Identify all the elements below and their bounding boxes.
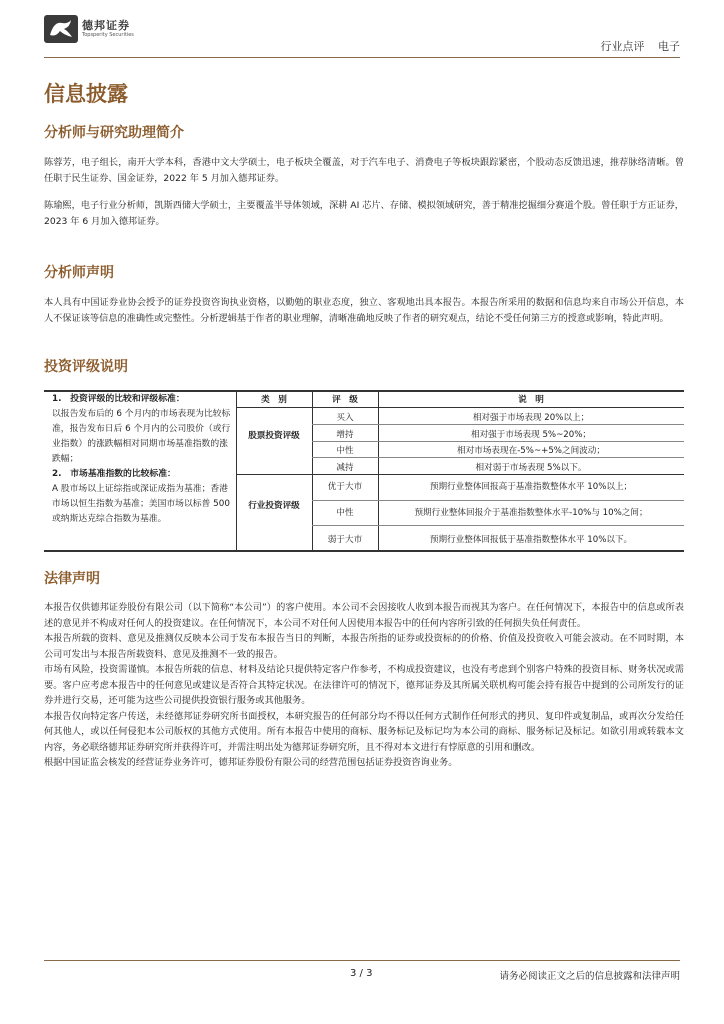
legal-para-3: 市场有风险，投资需谨慎。本报告所载的信息、材料及结论只提供特定客户作参考，不构成投资建议，也没有考虑到个别客户特殊的投资目标、财务状况或需要。客户应考虑本报告中的任何意见或建议是否符合其特定状况。在法律许可的情况下，德邦证券及其所属关联机构可能会持有报告中提到的公司所发行的证券并进行交易，还可能为这些公司提供投资银行服务或其他服务。 <box>44 664 684 706</box>
footer-note: 请务必阅读正文之后的信息披露和法律声明 <box>499 971 680 982</box>
industry-rating: 中性 <box>336 508 354 518</box>
industry-rating: 优于大市 <box>327 482 363 492</box>
category-label: 行业点评 <box>600 40 645 53</box>
header-rating: 评 级 <box>332 395 358 405</box>
industry-rating-desc: 预期行业整体回报高于基准指数整体水平 10%以上； <box>429 482 633 492</box>
legal-para-2: 本报告所载的资料、意见及推测仅反映本公司于发布本报告当日的判断，本报告所指的证券或投资标的的价格、价值及投资收入可能会波动。在不同时期，本公司可发出与本报告所载资料、意见及推测不一致的报告。 <box>44 633 684 660</box>
dragon-logo-icon <box>44 15 78 43</box>
analyst-intro-heading: 分析师与研究助理简介 <box>44 125 184 141</box>
legal-text <box>44 600 684 771</box>
stock-rating: 增持 <box>336 430 354 440</box>
stock-rating: 买入 <box>336 413 354 423</box>
legal-para-5: 根据中国证监会核发的经营证券业务许可，德邦证券股份有限公司的经营范围包括证券投资咨询业务。 <box>44 757 458 768</box>
stock-rating: 减持 <box>336 463 354 473</box>
stock-rating-desc: 相对强于市场表现 5%~20%； <box>470 430 591 440</box>
stock-rating-desc: 相对市场表现在-5%~+5%之间波动； <box>457 446 605 456</box>
industry-rating-desc: 预期行业整体回报低于基准指数整体水平 10%以下。 <box>429 535 633 545</box>
stock-rating-desc: 相对强于市场表现 20%以上； <box>472 413 590 423</box>
header-description: 说 明 <box>518 395 544 405</box>
header-divider <box>44 57 680 58</box>
industry-label: 电子 <box>658 40 680 53</box>
stock-rating-desc: 相对弱于市场表现 5%以下。 <box>475 463 587 473</box>
rating-criteria-text-2: A 股市场以上证综指或深证成指为基准；香港市场以恒生指数为基准；美国市场以标普 500 或纳斯达克综合指数为基准。 <box>52 484 230 524</box>
footer-divider <box>44 960 680 961</box>
rating-criteria-title-1: 1. 投资评级的比较和评级标准： <box>52 394 185 404</box>
rating-table <box>44 390 684 552</box>
page-number: 3 / 3 <box>350 968 373 979</box>
rating-criteria-text-1: 以报告发布后的 6 个月内的市场表现为比较标准，报告发布日后 6 个月内的公司股价（或行业指数）的涨跌幅相对同期市场基准指数的涨跌幅； <box>52 409 231 464</box>
legal-para-1: 本报告仅供德邦证券股份有限公司（以下简称“本公司”）的客户使用。本公司不会因接收人收到本报告而视其为客户。在任何情况下，本报告中的信息或所表述的意见并不构成对任何人的投资建议。在任何情况下，本公司不对任何人因使用本报告中的任何内容所引致的任何损失负任何责任。 <box>44 602 684 629</box>
analyst-intro-para-2: 陈瑜熙，电子行业分析师，凯斯西储大学硕士，主要覆盖半导体领域，深耕 AI 芯片、存储、模拟领域研究，善于精准挖掘细分赛道个股。曾任职于方正证券，2023 年 6 月加入德邦证券。 <box>44 200 684 227</box>
company-logo <box>44 14 154 44</box>
rating-heading: 投资评级说明 <box>44 359 128 375</box>
company-name-en: Topsperity Securities <box>82 32 134 38</box>
header-category: 类 别 <box>261 395 287 405</box>
legal-para-4: 本报告仅向特定客户传送，未经德邦证券研究所书面授权，本研究报告的任何部分均不得以任何方式制作任何形式的拷贝、复印件或复制品，或再次分发给任何其他人，或以任何侵犯本公司版权的其他方式使用。所有本报告中使用的商标、服务标记及标记均为本公司的商标、服务标记及标记。如欲引用或转载本文内容，务必联络德邦证券研究所并获得许可，并需注明出处为德邦证券研究所，且不得对本文进行有悖原意的引用和删改。 <box>44 710 684 753</box>
company-name-cn: 德邦证券 <box>82 19 130 32</box>
industry-rating-desc: 预期行业整体回报介于基准指数整体水平-10%与 10%之间； <box>414 508 648 518</box>
page-title: 信息披露 <box>44 81 128 106</box>
analyst-statement-heading: 分析师声明 <box>44 265 114 281</box>
industry-rating-category: 行业投资评级 <box>248 501 300 511</box>
stock-rating: 中性 <box>336 446 354 456</box>
rating-criteria-title-2: 2. 市场基准指数的比较标准： <box>52 469 176 479</box>
legal-heading: 法律声明 <box>44 571 100 587</box>
report-category <box>591 38 681 54</box>
analyst-statement-text: 本人具有中国证券业协会授予的证券投资咨询执业资格，以勤勉的职业态度，独立、客观地出具本报告。本报告所采用的数据和信息均来自市场公开信息，本人不保证该等信息的准确性或完整性。分析逻辑基于作者的职业理解，清晰准确地反映了作者的研究观点，结论不受任何第三方的授意或影响，特此声明。 <box>44 297 684 324</box>
industry-rating: 弱于大市 <box>327 535 363 545</box>
stock-rating-category: 股票投资评级 <box>248 431 300 441</box>
analyst-intro-para-1: 陈蓉芳，电子组长，南开大学本科，香港中文大学硕士，电子板块全覆盖，对于汽车电子、消费电子等板块跟踪紧密，个股动态反馈迅速，推荐脉络清晰。曾任职于民生证券、国金证券，2022 年 5 月加入德邦证券。 <box>44 157 684 184</box>
